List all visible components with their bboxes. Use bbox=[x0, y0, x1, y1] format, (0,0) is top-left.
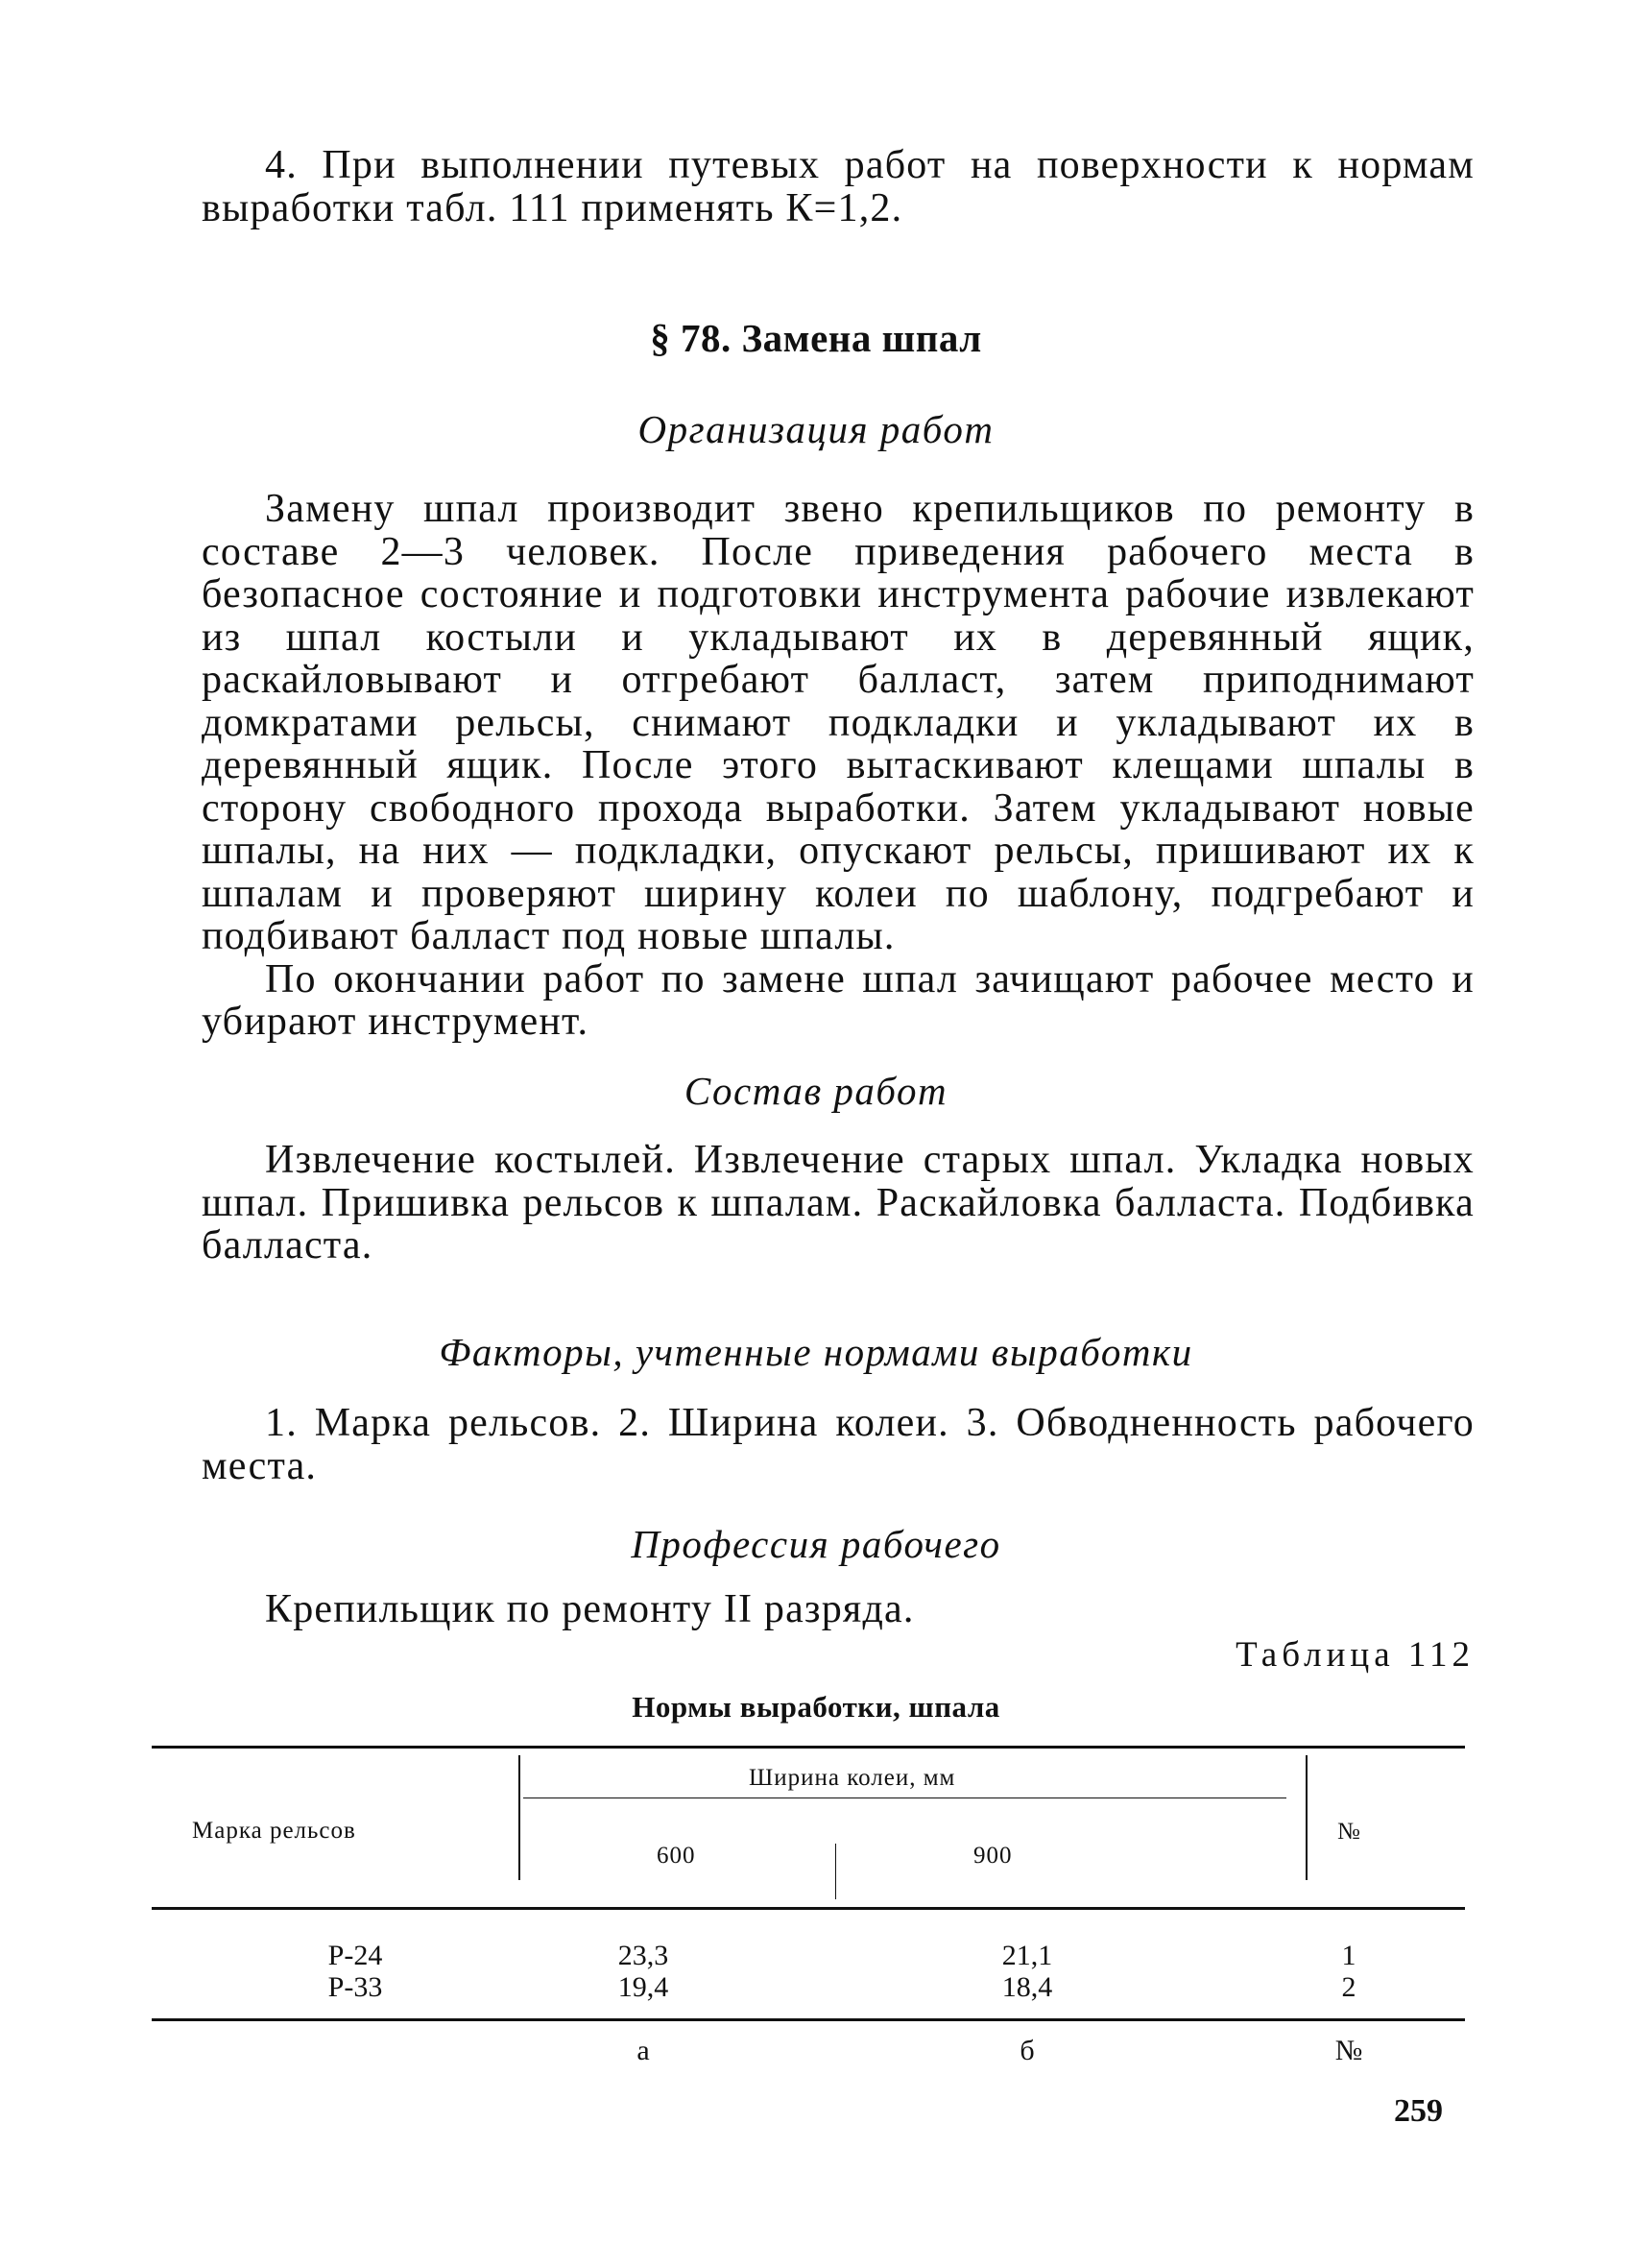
header-separator-mid bbox=[835, 1844, 836, 1899]
organization-heading: Организация работ bbox=[637, 407, 995, 451]
factors-heading: Факторы, учтенные нормами выработки bbox=[439, 1330, 1193, 1374]
row-1-no: 1 bbox=[1341, 1940, 1356, 1971]
page-number: 259 bbox=[1394, 2093, 1443, 2129]
row-1-600: 23,3 bbox=[617, 1940, 669, 1971]
row-1-grade: Р-24 bbox=[327, 1940, 383, 1971]
profession-heading: Профессия рабочего bbox=[631, 1522, 1001, 1566]
header-rail-grade: Марка рельсов bbox=[192, 1818, 356, 1844]
row-2-no: 2 bbox=[1341, 1971, 1356, 2003]
header-gauge: Ширина колеи, мм bbox=[749, 1765, 956, 1791]
factors-paragraph: 1. Марка рельсов. 2. Ширина колеи. 3. Обводненность рабочего места. bbox=[202, 1401, 1475, 1488]
table-title: Нормы выработки, шпала bbox=[632, 1690, 1000, 1724]
table-bottom-rule bbox=[152, 2018, 1465, 2021]
organization-paragraph-2: По окончании работ по замене шпал зачищают рабочее место и убирают инструмент. bbox=[202, 956, 1475, 1044]
intro-text: 4. При выполнении путевых работ на поверхности к нормам выработки табл. 111 применять К=1,2. bbox=[202, 143, 1475, 230]
header-no: № bbox=[1337, 1819, 1361, 1845]
row-2-600: 19,4 bbox=[617, 1971, 669, 2003]
composition-paragraph: Извлечение костылей. Извлечение старых шпал. Укладка новых шпал. Пришивка рельсов к шпалам. Раскайловка балласта. Подбивка балласта. bbox=[202, 1138, 1475, 1267]
composition-heading: Состав работ bbox=[684, 1069, 948, 1113]
header-gauge-900: 900 bbox=[973, 1843, 1013, 1869]
header-separator-left bbox=[518, 1755, 520, 1880]
table-header-rule bbox=[152, 1907, 1465, 1910]
row-2-900: 18,4 bbox=[1001, 1971, 1053, 2003]
row-2-grade: Р-33 bbox=[327, 1971, 383, 2003]
table-top-rule bbox=[152, 1746, 1465, 1749]
section-title: § 78. Замена шпал bbox=[650, 316, 982, 360]
organization-paragraph-1: Замену шпал производит звено крепильщиков по ремонту в составе 2—3 человек. После приведения рабочего места в безопасное состояние и подготовки инструмента рабочие извлекают из шпал костыли и укладывают их в деревянный ящик, раскайловывают и отгребают балласт, затем приподнимают домкратами рельсы, снимают подкладки и укладывают их в деревянный ящик. После этого вытаскивают клещами шпалы в сторону свободного прохода выработки. Затем укладывают новые шпалы, на них — подкладки, опускают рельсы, пришивают их к шпалам и проверяют ширину колеи по шаблону, подгребают и подбивают балласт под новые шпалы. bbox=[202, 487, 1475, 958]
footer-b: б bbox=[1020, 2035, 1035, 2066]
header-separator-right bbox=[1306, 1755, 1308, 1880]
table-label: Таблица 112 bbox=[1236, 1635, 1475, 1675]
footer-no: № bbox=[1334, 2035, 1363, 2066]
footer-a: а bbox=[636, 2035, 650, 2066]
row-1-900: 21,1 bbox=[1001, 1940, 1053, 1971]
header-gauge-600: 600 bbox=[657, 1843, 696, 1869]
profession-paragraph: Крепильщик по ремонту II разряда. bbox=[265, 1587, 915, 1631]
